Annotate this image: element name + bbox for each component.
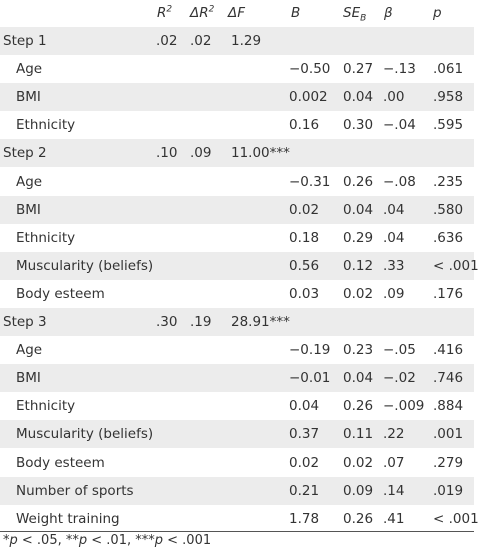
- cell-beta: .04: [383, 201, 405, 218]
- table-row: [0, 420, 474, 448]
- cell-se-b: 0.09: [343, 482, 374, 499]
- cell-beta: −.02: [383, 370, 416, 387]
- step-label: Step 2: [3, 145, 47, 162]
- cell-b: 0.03: [289, 285, 320, 302]
- table-row: [0, 336, 474, 364]
- footnote-star-1: *: [3, 533, 10, 548]
- header-delta-f: ΔF: [228, 5, 246, 21]
- table-row: [0, 111, 474, 139]
- predictor-label: Ethnicity: [16, 117, 76, 134]
- cell-b: 0.56: [289, 257, 320, 274]
- table-bottom-rule: [0, 531, 474, 532]
- footnote-text-1: < .05, **: [17, 533, 79, 548]
- cell-se-b: 0.26: [343, 510, 374, 527]
- predictor-label: Weight training: [16, 510, 120, 527]
- header-beta: β: [384, 5, 393, 21]
- predictor-label: Muscularity (beliefs): [16, 426, 154, 443]
- cell-b: −0.19: [289, 342, 331, 359]
- cell-p: .580: [433, 201, 464, 218]
- cell-p: .279: [433, 454, 464, 471]
- cell-p: .746: [433, 370, 464, 387]
- cell-se-b: 0.02: [343, 285, 374, 302]
- cell-p: .958: [433, 89, 464, 106]
- table-row: [0, 505, 479, 533]
- cell-se-b: 0.12: [343, 257, 374, 274]
- cell-b: 0.04: [289, 398, 320, 415]
- header-se-b: [343, 5, 367, 24]
- cell-beta: −.08: [383, 173, 416, 190]
- predictor-label: Age: [16, 61, 43, 78]
- cell-beta: .00: [383, 89, 405, 106]
- cell-beta: .41: [383, 510, 405, 527]
- cell-p: .001: [433, 426, 464, 443]
- footnote-p-2: p: [78, 533, 88, 548]
- footnote-text-2: < .01, ***: [87, 533, 155, 548]
- cell-se-b: 0.11: [343, 426, 374, 443]
- cell-se-b: 0.26: [343, 173, 374, 190]
- table-row: [0, 168, 474, 196]
- step-label: Step 1: [3, 33, 47, 49]
- cell-se-b: 0.04: [343, 370, 374, 387]
- cell-delta-r-squared: .09: [190, 145, 212, 162]
- cell-se-b: 0.02: [343, 454, 374, 471]
- footnote-p-1: p: [9, 533, 18, 548]
- cell-beta: .14: [383, 482, 405, 499]
- predictor-label: BMI: [16, 370, 41, 387]
- footnote-p-3: p: [154, 533, 164, 548]
- cell-b: 0.18: [289, 229, 320, 246]
- step-row: [0, 139, 474, 167]
- table-footnote: [3, 533, 211, 548]
- predictor-label: Ethnicity: [16, 398, 76, 415]
- header-delta-r-squared: [190, 5, 214, 21]
- predictor-label: Body esteem: [16, 454, 105, 471]
- step-row: [0, 27, 474, 55]
- header-p: p: [433, 5, 442, 21]
- predictor-label: Number of sports: [16, 482, 134, 499]
- cell-b: 0.21: [289, 482, 320, 499]
- cell-b: 0.02: [289, 201, 320, 218]
- header-se-sub: B: [360, 13, 367, 24]
- table-row: [0, 55, 474, 83]
- footnote-text-3: < .001: [163, 533, 212, 548]
- predictor-label: BMI: [16, 89, 41, 106]
- cell-p: .019: [433, 482, 464, 499]
- cell-b: 1.78: [289, 510, 320, 527]
- cell-p: < .001: [433, 257, 479, 274]
- cell-b: 0.02: [289, 454, 320, 471]
- cell-b: 0.16: [289, 117, 320, 134]
- cell-p: .595: [433, 117, 464, 134]
- cell-r-squared: .30: [156, 314, 178, 330]
- cell-delta-f: 28.91***: [231, 314, 290, 330]
- table-row: [0, 364, 474, 392]
- predictor-label: Body esteem: [16, 285, 105, 302]
- table-row: [0, 224, 474, 252]
- cell-beta: .04: [383, 229, 405, 246]
- cell-b: −0.31: [289, 173, 331, 190]
- cell-p: .061: [433, 61, 464, 78]
- cell-r-squared: .10: [156, 145, 178, 162]
- predictor-label: Ethnicity: [16, 229, 76, 246]
- predictor-label: Muscularity (beliefs): [16, 257, 154, 274]
- cell-se-b: 0.29: [343, 229, 374, 246]
- table-row: [0, 392, 474, 420]
- cell-se-b: 0.04: [343, 201, 374, 218]
- cell-beta: −.04: [383, 117, 416, 134]
- cell-se-b: 0.30: [343, 117, 374, 134]
- table-row: [0, 280, 474, 308]
- cell-b: −0.50: [289, 61, 331, 78]
- cell-p: .636: [433, 229, 464, 246]
- header-b: B: [291, 5, 301, 21]
- cell-se-b: 0.27: [343, 61, 374, 78]
- cell-b: 0.37: [289, 426, 320, 443]
- table-row: [0, 83, 474, 111]
- header-r-squared-sup: 2: [166, 4, 173, 15]
- cell-delta-r-squared: .02: [190, 33, 212, 49]
- cell-beta: −.13: [383, 61, 416, 78]
- cell-b: −0.01: [289, 370, 331, 387]
- header-r-squared: [157, 5, 172, 21]
- cell-beta: −.009: [383, 398, 425, 415]
- cell-p: .235: [433, 173, 464, 190]
- cell-p: .884: [433, 398, 464, 415]
- cell-beta: .22: [383, 426, 405, 443]
- cell-p: .416: [433, 342, 464, 359]
- header-delta-r-squared-sup: 2: [208, 4, 215, 15]
- cell-se-b: 0.26: [343, 398, 374, 415]
- table-row: [0, 477, 474, 505]
- cell-delta-f: 11.00***: [231, 145, 290, 162]
- header-delta-r-squared-symbol: ΔR: [190, 5, 209, 21]
- cell-beta: .33: [383, 257, 405, 274]
- predictor-label: Age: [16, 173, 43, 190]
- step-label: Step 3: [3, 314, 47, 330]
- step-row: [0, 308, 474, 336]
- cell-delta-f: 1.29: [231, 33, 262, 49]
- header-r-squared-symbol: R: [157, 5, 167, 21]
- cell-p: .176: [433, 285, 464, 302]
- predictor-label: BMI: [16, 201, 41, 218]
- table-row: [0, 449, 474, 477]
- cell-b: 0.002: [289, 89, 328, 106]
- cell-r-squared: .02: [156, 33, 178, 49]
- table-header: [0, 0, 474, 27]
- cell-p: < .001: [433, 510, 479, 527]
- cell-se-b: 0.04: [343, 89, 374, 106]
- cell-beta: .07: [383, 454, 405, 471]
- predictor-label: Age: [16, 342, 43, 359]
- cell-beta: .09: [383, 285, 405, 302]
- table-row: [0, 252, 479, 280]
- cell-delta-r-squared: .19: [190, 314, 212, 330]
- cell-beta: −.05: [383, 342, 416, 359]
- header-se-symbol: SE: [343, 5, 361, 21]
- table-row: [0, 196, 474, 224]
- cell-se-b: 0.23: [343, 342, 374, 359]
